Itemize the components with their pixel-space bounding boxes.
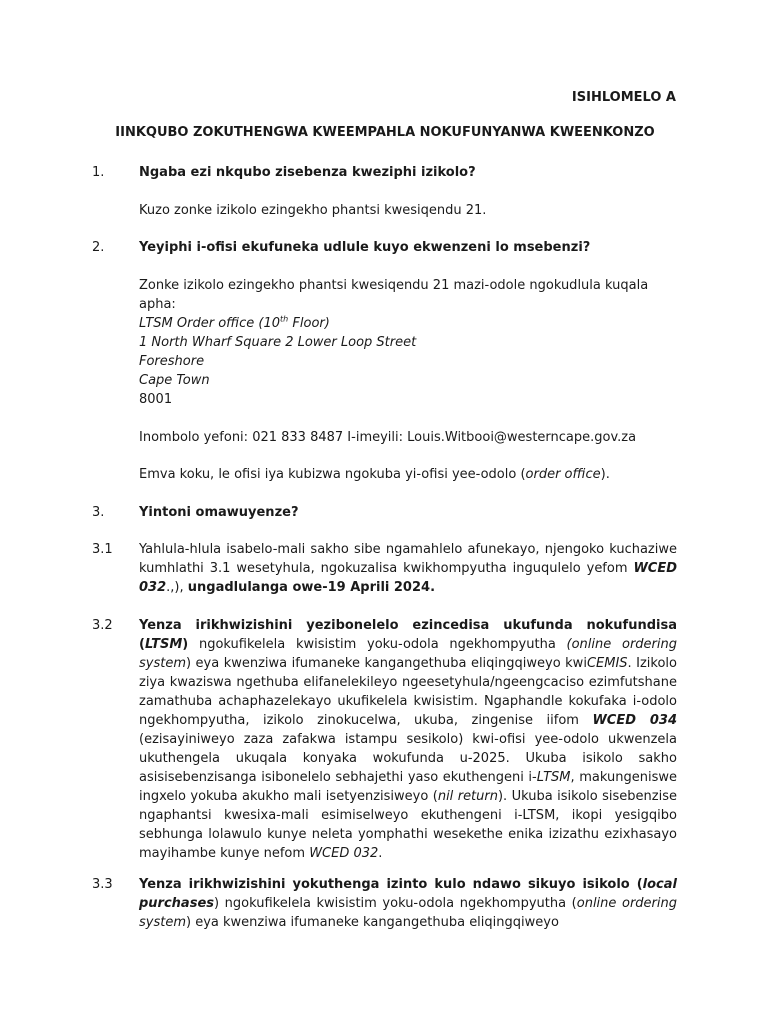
contact-line (139, 428, 677, 447)
phone-label: Inombolo yefoni: (139, 430, 253, 445)
document-title: IINKQUBO ZOKUTHENGWA KWEEMPAHLA NOKUFUNYANWA KWEENKONZO (115, 125, 655, 140)
section-3-3-number: 3.3 (92, 877, 113, 892)
address-area: Foreshore (139, 354, 205, 369)
section-3-1-number: 3.1 (92, 542, 113, 557)
email-address: Louis.Witbooi@westerncape.gov.za (407, 430, 637, 445)
address-city: Cape Town (139, 373, 210, 388)
section-3-1-text: Yahlula-hlula isabelo-mali sakho sibe ngamahlelo afunekayo, njengoko kuchaziwe kumhlathi 3.1 wesetyhula, ngokuzalisa kwikhompyutha inguqulelo yefom WCED 032.,), ungadlulanga owe-19 Aprili 2024. (139, 542, 677, 595)
address-street: 1 North Wharf Square 2 Lower Loop Street (139, 335, 417, 350)
email-label: I-imeyili: (343, 430, 408, 445)
section-2-intro: Zonke izikolo ezingekho phantsi kwesiqendu 21 mazi-odole ngokudlula kuqala apha: (139, 278, 649, 312)
section-3-2-text: Yenza irikhwizishini yezibonelelo ezincedisa ukufunda nokufundisa (LTSM) ngokufikelela kwisistim yoku-odola ngekhompyutha (online ordering system) eya kwenziwa ifumaneke kangangethuba eliqingqiweyo kwiCEMIS. Izikolo ziya kwaziswa ngethuba elifanelekileyo ngeesetyhula/ngeengcaciso ezimfutshane zamathuba achaphazelekayo ukufikelela kwisistim. Ngaphandle kokufaka i-odolo ngekhompyutha, izikolo zinokucelwa, ukuba, zingenise iifom WCED 034 (ezisayiniweyo zaza zafakwa istampu sesikolo) kwi-ofisi yee-odolo ukwenzela ukuthengela ukuqala konyaka wokufunda u-2025. Ukuba isikolo sakho asisisebenzisanga isibonelelo sebhajethi yaso ekuthengeni i-LTSM, makungeniswe ingxelo yokuba akukho mali isetyenzisiweyo (nil return). Ukuba isikolo sisebenzise ngaphantsi kwesixa-mali esimiselweyo ekuthengeni i-LTSM, ikopi yesigqibo sebhunga lolawulo kunye neleta yomphathi wesekethe enika izizathu ezixhasayo mayihambe kunye nefom WCED 032. (139, 618, 678, 861)
section-2-number: 2. (92, 240, 105, 255)
section-3-heading: Yintoni omawuyenze? (139, 505, 299, 520)
section-1-question: Ngaba ezi nkqubo zisebenza kweziphi izikolo? (139, 165, 476, 180)
phone-number: 021 833 8487 (252, 430, 344, 445)
section-3-3-text: Yenza irikhwizishini yokuthenga izinto kulo ndawo sikuyo isikolo (local purchases) ngokufikelela kwisistim yoku-odola ngekhompyutha (online ordering system) eya kwenziwa ifumaneke kangangethuba eliqingqiweyo (139, 877, 677, 930)
section-1-answer: Kuzo zonke izikolo ezingekho phantsi kwesiqendu 21. (139, 203, 487, 218)
address-postal-code: 8001 (139, 392, 173, 407)
section-1-number: 1. (92, 165, 105, 180)
section-3-number: 3. (92, 505, 105, 520)
section-3-2-number: 3.2 (92, 618, 113, 633)
section-2-question: Yeyiphi i-ofisi ekufuneka udlule kuyo ekwenzeni lo msebenzi? (139, 240, 591, 255)
address-office: LTSM Order office (10th Floor) (139, 314, 330, 331)
order-office-note: Emva koku, le ofisi iya kubizwa ngokuba yi-ofisi yee-odolo (order office). (139, 467, 610, 482)
annex-label: ISIHLOMELO A (571, 90, 676, 105)
section-2-address-block (139, 276, 677, 409)
